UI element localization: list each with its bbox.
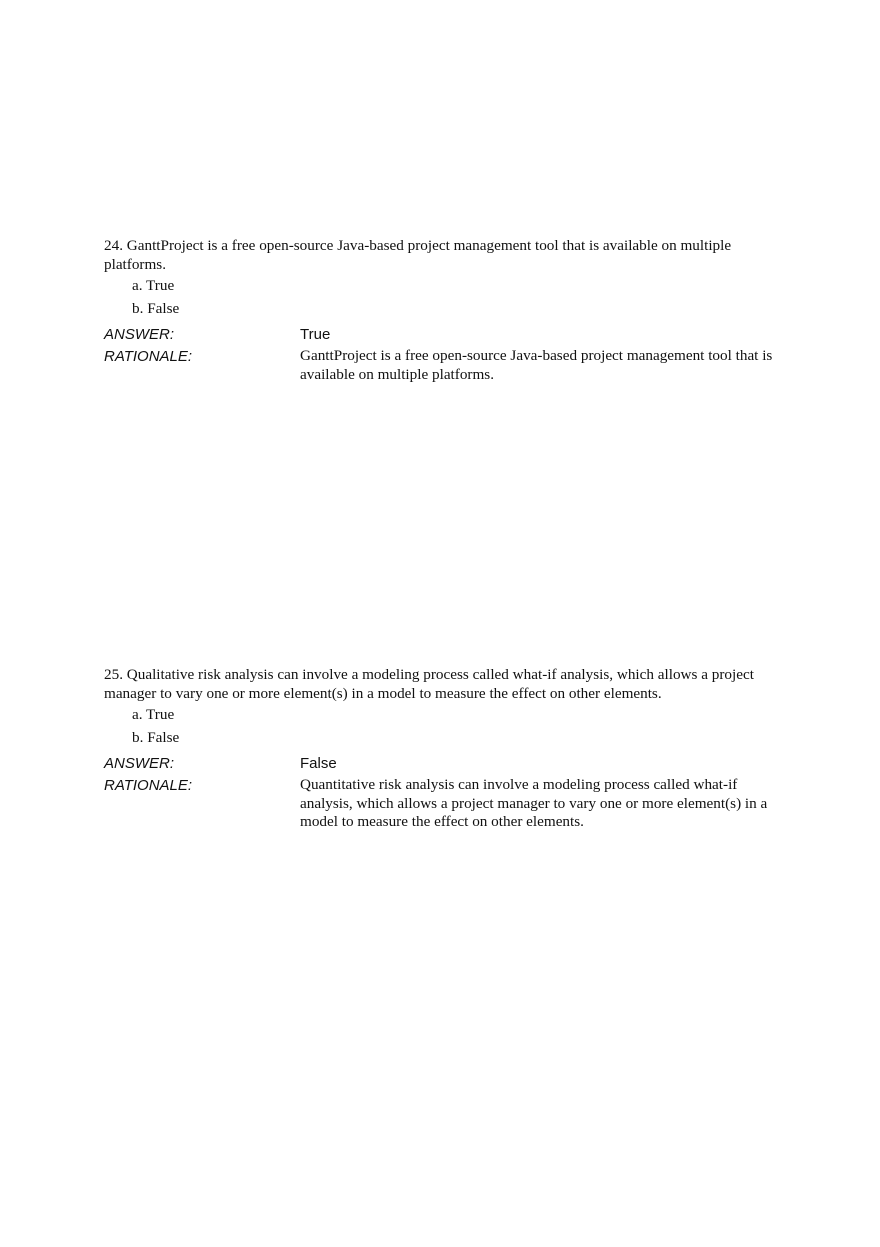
options-list xyxy=(104,703,784,749)
rationale-text: Quantitative risk analysis can involve a modeling process called what-if analysis, which allows a project manager to vary one or more element(s) in a model to measure the effect on other elements. xyxy=(300,776,768,830)
option-false: b. False xyxy=(132,300,180,317)
question-stem: 25. Qualitative risk analysis can involve a modeling process called what-if analysis, which allows a project manager to vary one or more element(s) in a model to measure the effect on other elements. xyxy=(104,666,754,702)
question-25 xyxy=(104,665,784,832)
rationale-row xyxy=(104,776,784,832)
answer-row xyxy=(104,754,784,773)
option-false: b. False xyxy=(132,729,180,746)
options-list xyxy=(104,274,784,320)
answer-value: True xyxy=(300,326,331,343)
answer-label: ANSWER: xyxy=(104,326,175,343)
option-true: a. True xyxy=(132,706,175,723)
question-stem: 24. GanttProject is a free open-source Java-based project management tool that is available on multiple platforms. xyxy=(104,237,732,273)
rationale-label: RATIONALE: xyxy=(104,348,193,365)
option-true: a. True xyxy=(132,277,175,294)
rationale-label: RATIONALE: xyxy=(104,777,193,794)
answer-label: ANSWER: xyxy=(104,755,175,772)
question-24 xyxy=(104,236,784,384)
answer-row xyxy=(104,325,784,344)
rationale-text: GanttProject is a free open-source Java-based project management tool that is available on multiple platforms. xyxy=(300,347,773,383)
rationale-row xyxy=(104,347,784,384)
answer-value: False xyxy=(300,755,337,772)
